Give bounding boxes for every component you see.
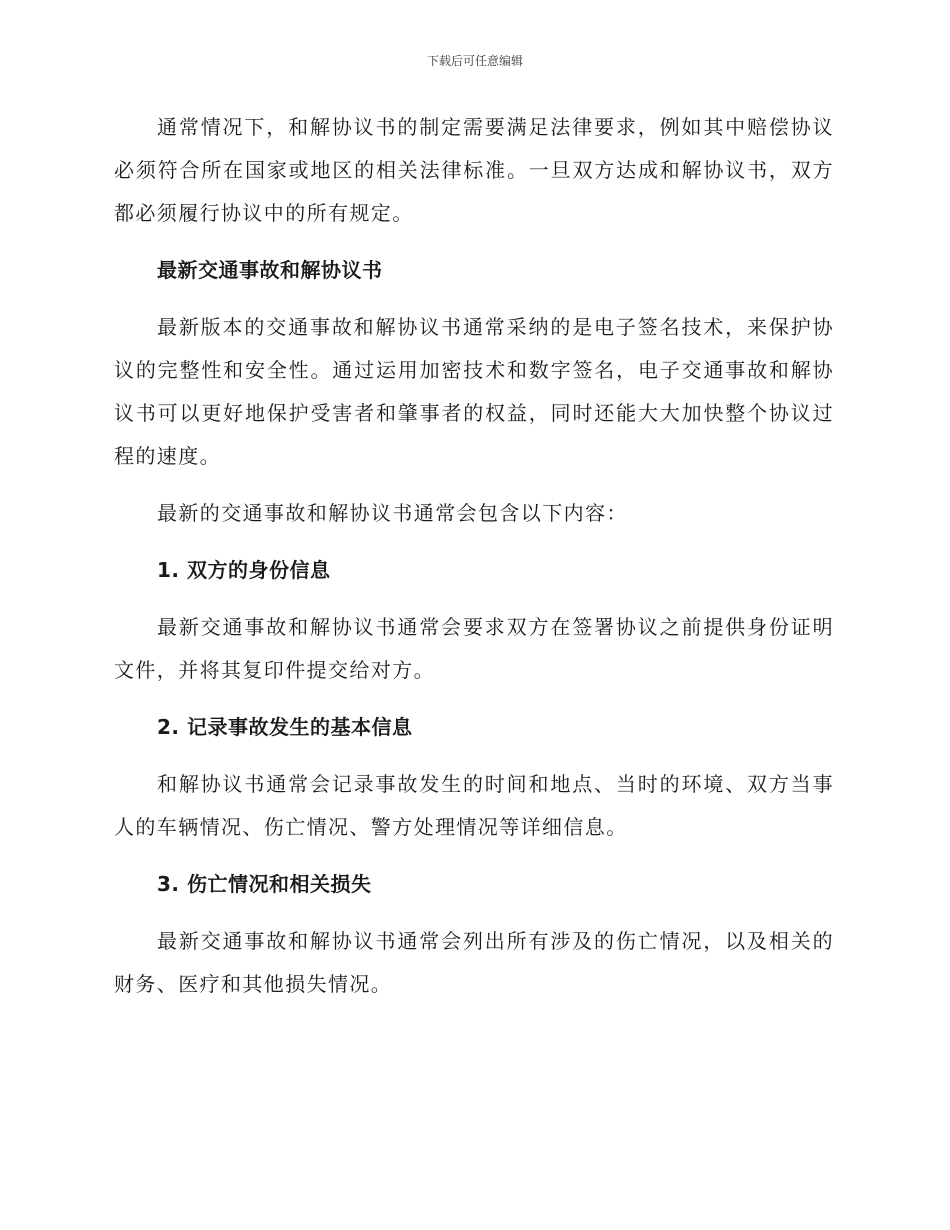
- intro-paragraph: 通常情况下，和解协议书的制定需要满足法律要求，例如其中赔偿协议必须符合所在国家或地区的相关法律标准。一旦双方达成和解协议书，双方都必须履行协议中的所有规定。: [114, 115, 834, 225]
- paragraph-identity-info: 最新交通事故和解协议书通常会要求双方在签署协议之前提供身份证明文件，并将其复印件提交给对方。: [114, 615, 834, 682]
- section-heading-identity-info: 1. 双方的身份信息: [157, 558, 331, 582]
- section-heading-accident-info: 2. 记录事故发生的基本信息: [157, 715, 413, 739]
- section-heading-latest-agreement: 最新交通事故和解协议书: [157, 258, 383, 282]
- paragraph-casualties-losses: 最新交通事故和解协议书通常会列出所有涉及的伤亡情况，以及相关的财务、医疗和其他损失情况。: [114, 929, 834, 996]
- section-heading-casualties-losses: 3. 伤亡情况和相关损失: [157, 872, 372, 896]
- paragraph-accident-info: 和解协议书通常会记录事故发生的时间和地点、当时的环境、双方当事人的车辆情况、伤亡情况、警方处理情况等详细信息。: [114, 772, 834, 839]
- document-body: [114, 106, 834, 1020]
- page-header: 下载后可任意编辑: [426, 54, 523, 68]
- paragraph-electronic-signature: 最新版本的交通事故和解协议书通常采纳的是电子签名技术，来保护协议的完整性和安全性。通过运用加密技术和数字签名，电子交通事故和解协议书可以更好地保护受害者和肇事者的权益，同时还能大大加快整个协议过程的速度。: [114, 315, 834, 468]
- paragraph-contents-intro: 最新的交通事故和解协议书通常会包含以下内容：: [157, 501, 628, 525]
